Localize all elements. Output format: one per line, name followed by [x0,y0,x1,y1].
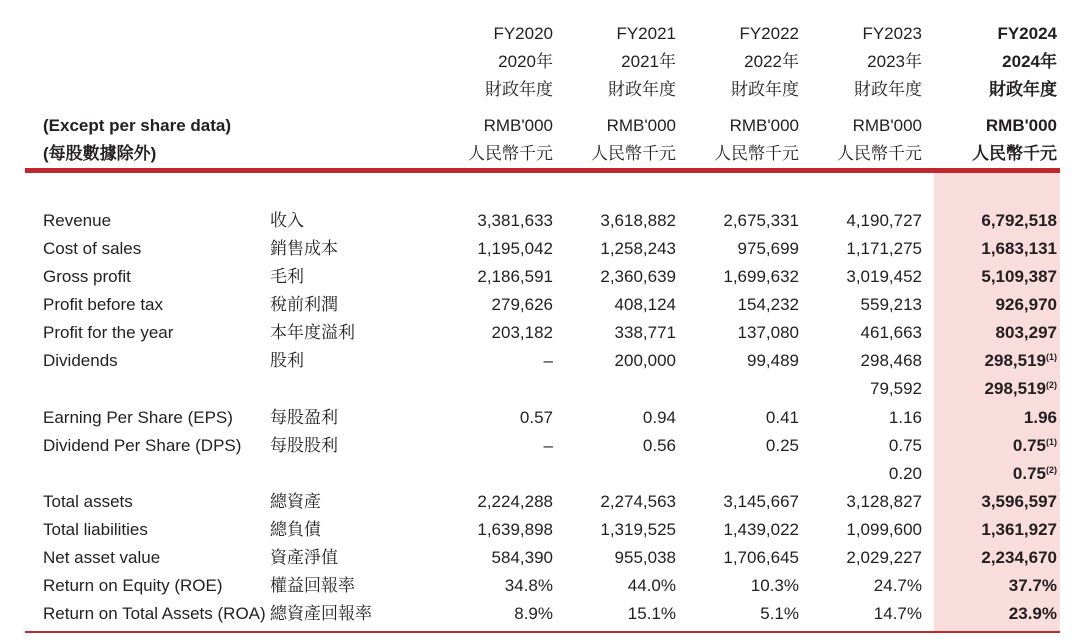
cell-value-current [932,404,1057,432]
row-label-en: Profit before tax [43,295,164,314]
cell-value: 1,706,645 [723,548,799,567]
footnote-marker: (2) [1046,380,1057,390]
cell-value: 1,699,632 [723,267,799,286]
row-label-en: Gross profit [43,267,131,286]
row-label-cn: 總資產回報率 [270,604,372,623]
col-year: 2021年 [621,52,676,71]
col-fiscal: 財政年度 [485,80,553,99]
cell-value: 0.20 [888,464,922,483]
col-fiscal-current: 財政年度 [989,80,1057,99]
cell-value-current [932,263,1057,291]
col-fy: FY2022 [739,24,799,43]
cell-value-current-text: 1,361,927 [981,520,1057,539]
cell-value: 137,080 [737,323,799,342]
cell-value: 0.94 [642,408,676,427]
cell-value: 584,390 [491,548,553,567]
cell-value: 24.7% [873,576,922,595]
row-label-en: Total liabilities [43,520,148,539]
cell-value: 2,675,331 [723,211,799,230]
col-unit-cn-current: 人民幣千元 [972,144,1057,163]
cell-value-current-text: 0.75 [1012,464,1046,483]
col-unit: RMB'000 [606,116,676,135]
cell-value: 3,128,827 [846,492,922,511]
row-label-cn: 每股盈利 [270,408,338,427]
cell-value: 5.1% [760,604,799,623]
header-divider [25,168,1060,173]
cell-value-current-text: 37.7% [1008,576,1057,595]
row-label-cn: 稅前利潤 [270,295,338,314]
row-label-cn: 總資產 [270,492,321,511]
cell-value-current [932,516,1057,544]
col-fiscal: 財政年度 [731,80,799,99]
cell-value: 279,626 [491,295,553,314]
footnote-marker: (1) [1046,352,1057,362]
row-label-en: Profit for the year [43,323,174,342]
cell-value-current-text: 0.75 [1012,436,1046,455]
cell-value: 34.8% [504,576,553,595]
cell-value: 2,029,227 [846,548,922,567]
cell-value: 44.0% [627,576,676,595]
cell-value: 1,319,525 [600,520,676,539]
cell-value: 0.56 [642,436,676,455]
row-label-en: Revenue [43,211,112,230]
row-label-cn: 股利 [270,351,304,370]
col-fy: FY2021 [616,24,676,43]
col-year: 2022年 [744,52,799,71]
col-unit-cn: 人民幣千元 [714,144,799,163]
cell-value-current-text: 3,596,597 [981,492,1057,511]
cell-value: 0.75 [888,436,922,455]
col-fy: FY2020 [493,24,553,43]
cell-value-current-text: 803,297 [995,323,1057,342]
cell-value-current-text: 2,234,670 [981,548,1057,567]
row-label-en: Dividends [43,351,118,370]
row-label-cn: 總負債 [270,520,321,539]
cell-value: 2,360,639 [600,267,676,286]
cell-value: 2,274,563 [600,492,676,511]
col-fiscal: 財政年度 [854,80,922,99]
cell-value-current [932,600,1057,628]
col-fiscal: 財政年度 [608,80,676,99]
col-year-current: 2024年 [1002,52,1057,71]
cell-value: 1,171,275 [846,239,922,258]
cell-value-current [932,488,1057,516]
row-label-en: Cost of sales [43,239,142,258]
row-label-en: Return on Equity (ROE) [43,576,223,595]
cell-value-current [932,432,1057,460]
cell-value: 8.9% [514,604,553,623]
cell-value: 10.3% [750,576,799,595]
cell-value: 203,182 [491,323,553,342]
col-unit-cn: 人民幣千元 [468,144,553,163]
cell-value: 99,489 [747,351,799,370]
footnote-marker: (1) [1046,437,1057,447]
cell-value: 14.7% [873,604,922,623]
cell-value-current-text: 1,683,131 [981,239,1057,258]
cell-value: 975,699 [737,239,799,258]
row-label-en: Return on Total Assets (ROA) [43,604,266,623]
footnote-marker: (2) [1046,465,1057,475]
cell-value: 1,258,243 [600,239,676,258]
cell-value: 3,145,667 [723,492,799,511]
cell-value: 200,000 [614,351,676,370]
row-label-cn: 本年度溢利 [270,323,355,342]
cell-value: 3,618,882 [600,211,676,230]
cell-value-current [932,319,1057,347]
row-label-en: Total assets [43,492,133,511]
cell-value-current [932,207,1057,235]
col-fy-current: FY2024 [997,24,1057,43]
cell-value: 0.57 [519,408,553,427]
cell-value-current-text: 298,519 [984,351,1046,370]
cell-value: 15.1% [627,604,676,623]
col-year: 2020年 [498,52,553,71]
cell-value-current [932,291,1057,319]
cell-value-current [932,235,1057,263]
cell-value: 955,038 [614,548,676,567]
row-label-cn: 收入 [270,211,304,230]
cell-value-current-text: 5,109,387 [981,267,1057,286]
cell-value-current [932,347,1057,375]
cell-value-current-text: 926,970 [995,295,1057,314]
cell-value: 0.41 [765,408,799,427]
cell-value: 408,124 [614,295,676,314]
cell-value: 2,224,288 [477,492,553,511]
cell-value: 3,381,633 [477,211,553,230]
cell-value-current [932,544,1057,572]
cell-value: 1.16 [888,408,922,427]
cell-value: 0.25 [765,436,799,455]
cell-value: – [543,351,553,370]
cell-value-current-text: 6,792,518 [981,211,1057,230]
cell-value: 338,771 [614,323,676,342]
row-label-cn: 每股股利 [270,436,338,455]
col-unit-cn: 人民幣千元 [591,144,676,163]
bottom-divider [25,631,1060,633]
cell-value-current-text: 23.9% [1008,604,1057,623]
caption-cn: (每股數據除外) [43,144,157,163]
row-label-en: Net asset value [43,548,161,567]
col-fy: FY2023 [862,24,922,43]
row-label-cn: 資產淨值 [270,548,338,567]
cell-value-current-text: 298,519 [984,379,1046,398]
cell-value: 1,195,042 [477,239,553,258]
cell-value: 154,232 [737,295,799,314]
cell-value: 1,099,600 [846,520,922,539]
cell-value: 1,439,022 [723,520,799,539]
col-unit: RMB'000 [729,116,799,135]
col-unit: RMB'000 [852,116,922,135]
cell-value-current [932,460,1057,488]
row-label-cn: 銷售成本 [270,239,338,258]
cell-value: – [543,436,553,455]
caption-en: (Except per share data) [43,116,232,135]
cell-value: 79,592 [870,379,922,398]
cell-value: 1,639,898 [477,520,553,539]
col-unit: RMB'000 [483,116,553,135]
cell-value: 461,663 [860,323,922,342]
cell-value: 3,019,452 [846,267,922,286]
col-year: 2023年 [867,52,922,71]
cell-value: 2,186,591 [477,267,553,286]
cell-value-current-text: 1.96 [1023,408,1057,427]
cell-value: 4,190,727 [846,211,922,230]
row-label-cn: 毛利 [270,267,304,286]
cell-value: 298,468 [860,351,922,370]
row-label-en: Earning Per Share (EPS) [43,408,233,427]
row-label-cn: 權益回報率 [270,576,355,595]
cell-value: 559,213 [860,295,922,314]
col-unit-cn: 人民幣千元 [837,144,922,163]
cell-value-current [932,375,1057,403]
cell-value-current [932,572,1057,600]
col-unit-current: RMB'000 [985,116,1057,135]
row-label-en: Dividend Per Share (DPS) [43,436,242,455]
